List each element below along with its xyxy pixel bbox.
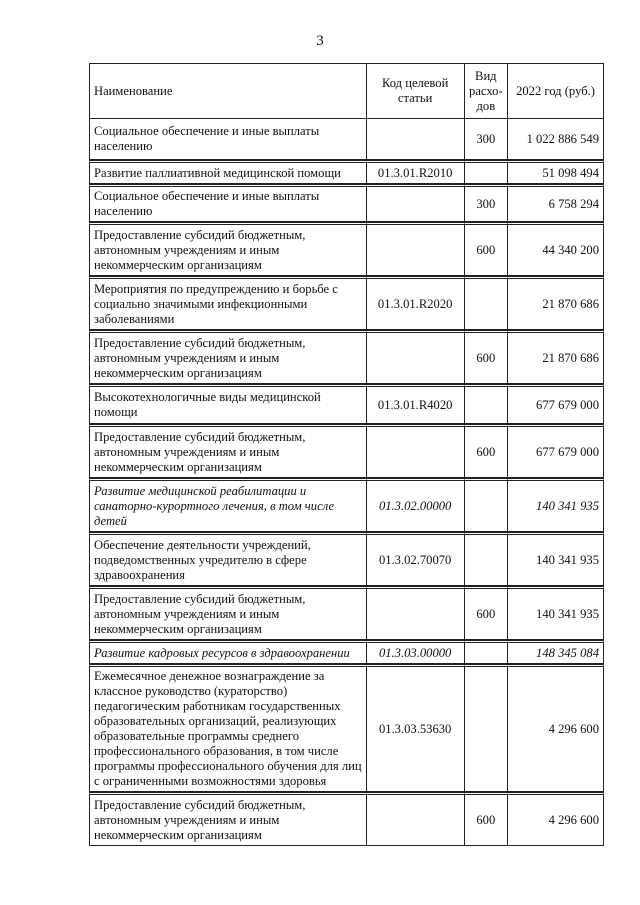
row-sum: 44 340 200 (508, 222, 604, 276)
header-sum: 2022 год (руб.) (508, 63, 604, 119)
row-sum: 4 296 600 (508, 792, 604, 846)
row-name: Ежемесячное денежное вознаграждение за классное руководство (кураторство) педагогическим работникам государственных образовательных организаций, реализующих образовательные программы среднего профессионального образования, в том числе программы профессионального обучения для лиц с ограниченными возможностями здоровья (89, 664, 367, 792)
row-name: Развитие паллиативной медицинской помощи (89, 160, 367, 184)
table-row (89, 119, 604, 160)
table-header-row (89, 63, 604, 119)
row-type: 300 (465, 119, 508, 160)
row-code: 01.3.02.00000 (367, 478, 465, 532)
row-type: 600 (465, 586, 508, 640)
table-row (89, 664, 604, 792)
row-code: 01.3.03.53630 (367, 664, 465, 792)
row-name: Развитие кадровых ресурсов в здравоохранении (89, 640, 367, 664)
table-row (89, 424, 604, 478)
row-code (367, 222, 465, 276)
row-sum: 677 679 000 (508, 384, 604, 424)
row-type: 600 (465, 330, 508, 384)
table-row (89, 184, 604, 222)
row-name: Социальное обеспечение и иные выплаты населению (89, 184, 367, 222)
row-name: Мероприятия по предупреждению и борьбе с социально значимыми инфекционными заболеваниями (89, 276, 367, 330)
row-name: Социальное обеспечение и иные выплаты населению (89, 119, 367, 160)
row-sum: 148 345 084 (508, 640, 604, 664)
row-code: 01.3.01.R4020 (367, 384, 465, 424)
row-sum: 677 679 000 (508, 424, 604, 478)
row-name: Предоставление субсидий бюджетным, автономным учреждениям и иным некоммерческим организациям (89, 586, 367, 640)
row-type (465, 276, 508, 330)
row-type (465, 384, 508, 424)
row-code: 01.3.02.70070 (367, 532, 465, 586)
row-type (465, 478, 508, 532)
table-row (89, 478, 604, 532)
row-name: Обеспечение деятельности учреждений, подведомственных учредителю в сфере здравоохранения (89, 532, 367, 586)
row-type (465, 160, 508, 184)
row-type: 600 (465, 424, 508, 478)
row-code (367, 792, 465, 846)
row-type: 600 (465, 222, 508, 276)
table-row (89, 384, 604, 424)
budget-table (89, 63, 604, 846)
header-name: Наименование (89, 63, 367, 119)
table-row (89, 532, 604, 586)
table-row (89, 222, 604, 276)
table-row (89, 792, 604, 846)
row-sum: 140 341 935 (508, 532, 604, 586)
table-row (89, 586, 604, 640)
header-code: Код целевой статьи (367, 63, 465, 119)
table-row (89, 330, 604, 384)
table-row (89, 276, 604, 330)
row-sum: 6 758 294 (508, 184, 604, 222)
row-name: Предоставление субсидий бюджетным, автономным учреждениям и иным некоммерческим организациям (89, 330, 367, 384)
row-sum: 51 098 494 (508, 160, 604, 184)
row-sum: 21 870 686 (508, 330, 604, 384)
row-code (367, 586, 465, 640)
row-code (367, 184, 465, 222)
row-type: 600 (465, 792, 508, 846)
row-code (367, 330, 465, 384)
row-code: 01.3.03.00000 (367, 640, 465, 664)
row-name: Предоставление субсидий бюджетным, автономным учреждениям и иным некоммерческим организациям (89, 424, 367, 478)
page-number: 3 (316, 33, 324, 49)
row-type (465, 640, 508, 664)
row-code (367, 424, 465, 478)
row-name: Высокотехнологичные виды медицинской помощи (89, 384, 367, 424)
row-sum: 140 341 935 (508, 478, 604, 532)
row-sum: 21 870 686 (508, 276, 604, 330)
row-name: Предоставление субсидий бюджетным, автономным учреждениям и иным некоммерческим организациям (89, 222, 367, 276)
row-code: 01.3.01.R2010 (367, 160, 465, 184)
row-name: Предоставление субсидий бюджетным, автономным учреждениям и иным некоммерческим организациям (89, 792, 367, 846)
header-type: Вид расхо-дов (465, 63, 508, 119)
table-row (89, 160, 604, 184)
row-type (465, 532, 508, 586)
row-sum: 4 296 600 (508, 664, 604, 792)
table-row (89, 640, 604, 664)
row-name: Развитие медицинской реабилитации и санаторно-курортного лечения, в том числе детей (89, 478, 367, 532)
row-type (465, 664, 508, 792)
row-code: 01.3.01.R2020 (367, 276, 465, 330)
row-sum: 1 022 886 549 (508, 119, 604, 160)
row-sum: 140 341 935 (508, 586, 604, 640)
row-code (367, 119, 465, 160)
row-type: 300 (465, 184, 508, 222)
